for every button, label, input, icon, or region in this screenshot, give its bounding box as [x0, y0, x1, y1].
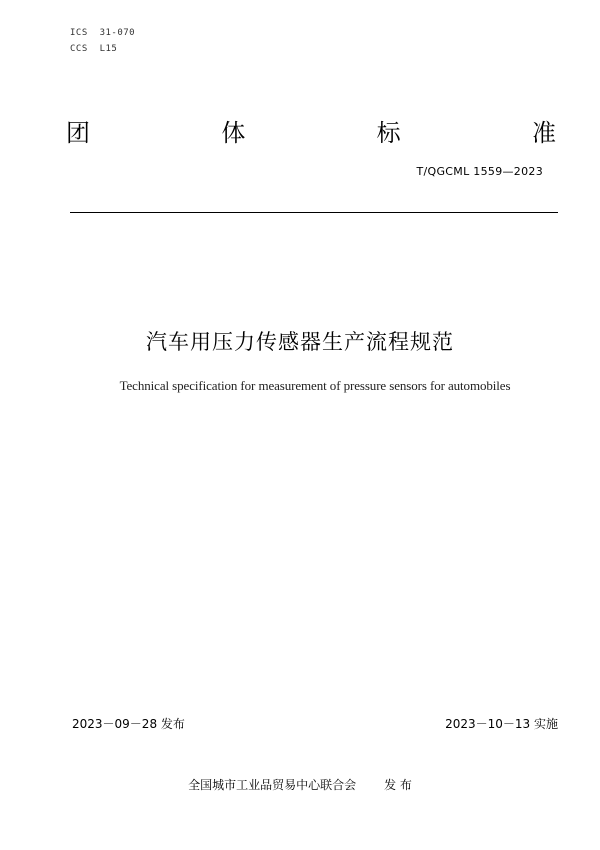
publication-date: 2023－09－28 发布 — [72, 717, 185, 731]
issuer-line — [0, 776, 600, 793]
document-title-english: Technical specification for measurement of pressure sensors for automobiles — [119, 378, 511, 393]
standard-type-char-2: 体 — [221, 118, 246, 147]
standard-type-char-4: 准 — [531, 118, 556, 147]
document-title-chinese: 汽车用压力传感器生产流程规范 — [146, 330, 454, 354]
ics-code: ICS 31-070 — [70, 28, 136, 38]
standard-number: T/QGCML 1559—2023 — [416, 165, 543, 178]
header-divider — [70, 212, 558, 213]
standard-type-char-1: 团 — [66, 118, 90, 147]
issuer-action: 发 布 — [384, 778, 412, 792]
issuer-name: 全国城市工业品贸易中心联合会 — [188, 778, 357, 792]
standard-type-heading — [66, 110, 556, 150]
standard-type-char-3: 标 — [376, 118, 401, 147]
ccs-code: CCS L15 — [70, 44, 118, 54]
implementation-date: 2023－10－13 实施 — [445, 717, 558, 731]
